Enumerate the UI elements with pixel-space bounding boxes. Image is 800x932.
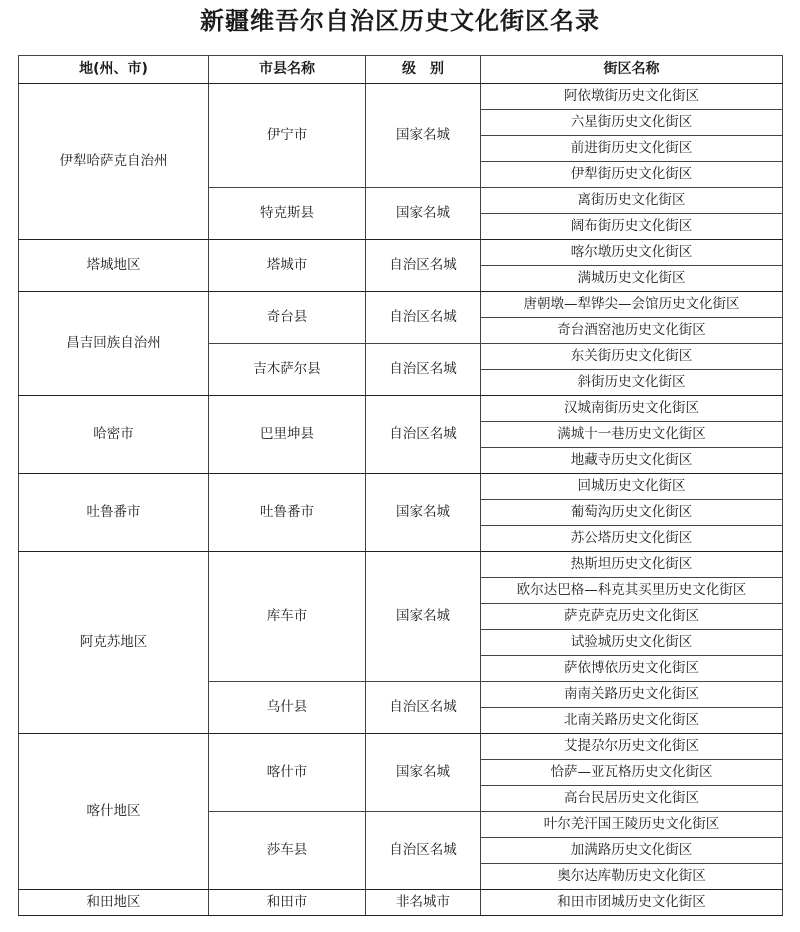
level-cell: 自治区名城	[366, 812, 481, 890]
table-row	[19, 396, 783, 422]
district-cell: 萨克萨克历史文化街区	[481, 604, 783, 630]
city-cell: 和田市	[209, 890, 366, 916]
header-level: 级 别	[366, 56, 481, 84]
district-cell: 热斯坦历史文化街区	[481, 552, 783, 578]
district-records-table	[18, 55, 783, 916]
district-cell: 欧尔达巴格—科克其买里历史文化街区	[481, 578, 783, 604]
level-cell: 国家名城	[366, 734, 481, 812]
page-title: 新疆维吾尔自治区历史文化街区名录	[200, 6, 600, 35]
district-cell: 阿依墩街历史文化街区	[481, 84, 783, 110]
level-cell: 国家名城	[366, 188, 481, 240]
header-row	[19, 56, 783, 84]
district-cell: 南南关路历史文化街区	[481, 682, 783, 708]
level-cell: 国家名城	[366, 552, 481, 682]
header-region: 地(州、市)	[19, 56, 209, 84]
table-row	[19, 474, 783, 500]
district-cell: 回城历史文化街区	[481, 474, 783, 500]
district-cell: 阔布街历史文化街区	[481, 214, 783, 240]
city-cell: 塔城市	[209, 240, 366, 292]
table-row	[19, 734, 783, 760]
level-cell: 国家名城	[366, 474, 481, 552]
region-cell: 昌吉回族自治州	[19, 292, 209, 396]
city-cell: 伊宁市	[209, 84, 366, 188]
table-body	[19, 84, 783, 916]
city-cell: 特克斯县	[209, 188, 366, 240]
city-cell: 乌什县	[209, 682, 366, 734]
header-city: 市县名称	[209, 56, 366, 84]
district-cell: 前进街历史文化街区	[481, 136, 783, 162]
city-cell: 莎车县	[209, 812, 366, 890]
table-row	[19, 292, 783, 318]
district-cell: 汉城南街历史文化街区	[481, 396, 783, 422]
table-header	[19, 56, 783, 84]
district-cell: 苏公塔历史文化街区	[481, 526, 783, 552]
district-cell: 斜街历史文化街区	[481, 370, 783, 396]
region-cell: 和田地区	[19, 890, 209, 916]
table-row	[19, 890, 783, 916]
city-cell: 库车市	[209, 552, 366, 682]
district-cell: 满城历史文化街区	[481, 266, 783, 292]
city-cell: 巴里坤县	[209, 396, 366, 474]
district-cell: 东关街历史文化街区	[481, 344, 783, 370]
district-cell: 和田市团城历史文化街区	[481, 890, 783, 916]
district-cell: 满城十一巷历史文化街区	[481, 422, 783, 448]
district-cell: 北南关路历史文化街区	[481, 708, 783, 734]
region-cell: 伊犁哈萨克自治州	[19, 84, 209, 240]
district-cell: 六星街历史文化街区	[481, 110, 783, 136]
city-cell: 吉木萨尔县	[209, 344, 366, 396]
level-cell: 自治区名城	[366, 682, 481, 734]
region-cell: 吐鲁番市	[19, 474, 209, 552]
table-row	[19, 240, 783, 266]
district-cell: 唐朝墩—犁铧尖—会馆历史文化街区	[481, 292, 783, 318]
city-cell: 喀什市	[209, 734, 366, 812]
level-cell: 自治区名城	[366, 292, 481, 344]
district-cell: 伊犁街历史文化街区	[481, 162, 783, 188]
district-cell: 试验城历史文化街区	[481, 630, 783, 656]
header-district: 街区名称	[481, 56, 783, 84]
table-row	[19, 552, 783, 578]
district-cell: 艾提尕尔历史文化街区	[481, 734, 783, 760]
region-cell: 阿克苏地区	[19, 552, 209, 734]
level-cell: 非名城市	[366, 890, 481, 916]
level-cell: 国家名城	[366, 84, 481, 188]
city-cell: 奇台县	[209, 292, 366, 344]
city-cell: 吐鲁番市	[209, 474, 366, 552]
region-cell: 塔城地区	[19, 240, 209, 292]
district-cell: 加满路历史文化街区	[481, 838, 783, 864]
district-cell: 叶尔羌汗国王陵历史文化街区	[481, 812, 783, 838]
district-cell: 地藏寺历史文化街区	[481, 448, 783, 474]
district-cell: 葡萄沟历史文化街区	[481, 500, 783, 526]
level-cell: 自治区名城	[366, 396, 481, 474]
district-cell: 喀尔墩历史文化街区	[481, 240, 783, 266]
district-cell: 恰萨—亚瓦格历史文化街区	[481, 760, 783, 786]
district-cell: 高台民居历史文化街区	[481, 786, 783, 812]
district-cell: 萨依博依历史文化街区	[481, 656, 783, 682]
region-cell: 喀什地区	[19, 734, 209, 890]
district-cell: 奇台酒窑池历史文化街区	[481, 318, 783, 344]
region-cell: 哈密市	[19, 396, 209, 474]
district-cell: 奥尔达库勒历史文化街区	[481, 864, 783, 890]
district-cell: 离街历史文化街区	[481, 188, 783, 214]
level-cell: 自治区名城	[366, 344, 481, 396]
table-row	[19, 84, 783, 110]
level-cell: 自治区名城	[366, 240, 481, 292]
